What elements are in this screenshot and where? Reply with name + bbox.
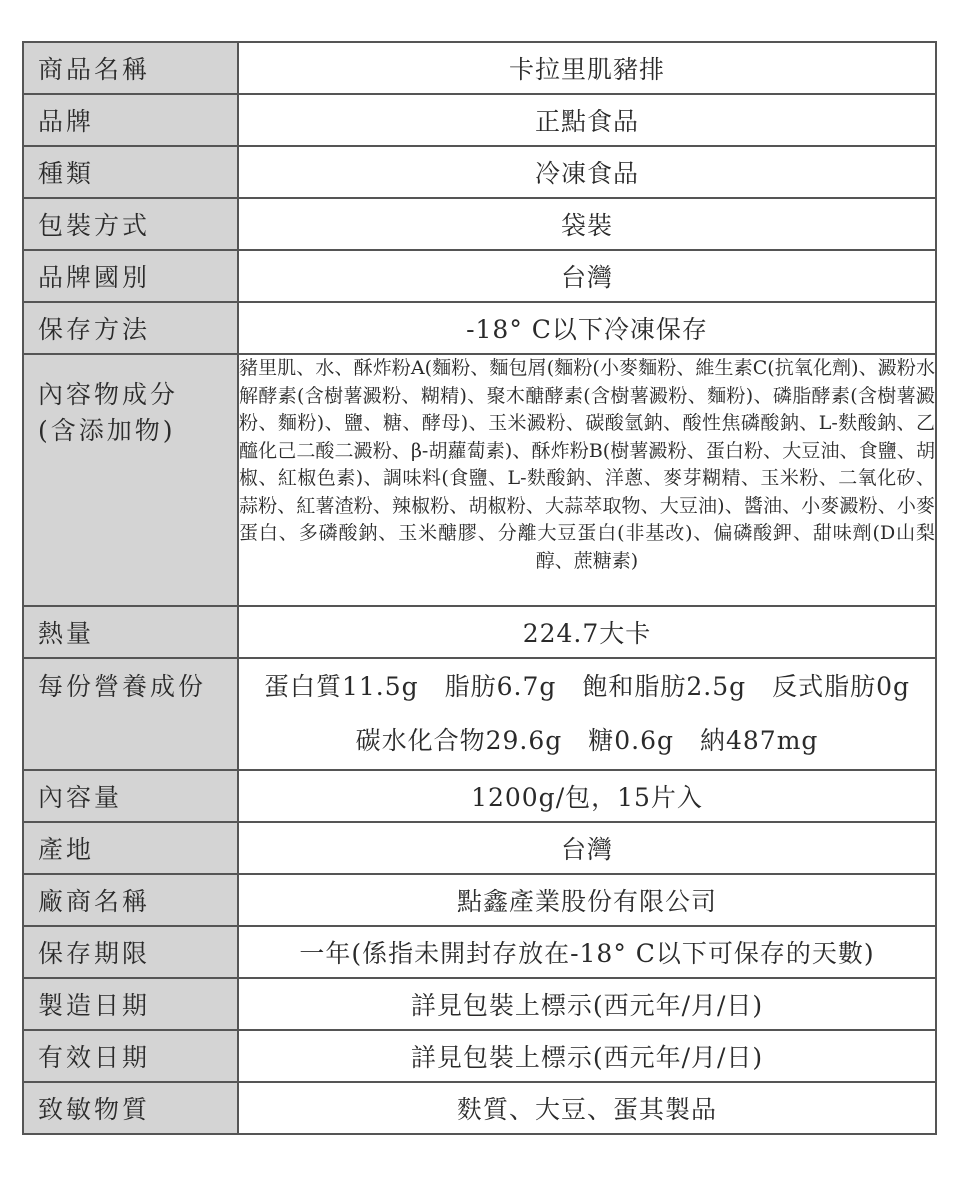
row-label: 商品名稱 [23,42,238,94]
row-value: 台灣 [238,822,936,874]
ingredients-label-line1: 內容物成分 [38,380,179,409]
row-label: 每份營養成份 [23,658,238,770]
table-row-origin [23,822,936,874]
row-label: 內容量 [23,770,238,822]
row-value: -18° C以下冷凍保存 [238,302,936,354]
table-row-brand-country [23,250,936,302]
table-row-allergens [23,1082,936,1134]
table-row-storage [23,302,936,354]
row-label: 保存期限 [23,926,238,978]
row-value: 正點食品 [238,94,936,146]
row-value: 卡拉里肌豬排 [238,42,936,94]
nutrition-value [238,658,936,770]
row-value: 冷凍食品 [238,146,936,198]
row-label: 品牌 [23,94,238,146]
table-row-shelf-life [23,926,936,978]
table-row-net-content [23,770,936,822]
row-value: 麩質、大豆、蛋其製品 [238,1082,936,1134]
table-row-manufacture-date [23,978,936,1030]
product-spec-table [22,41,937,1135]
nutrition-line-1: 蛋白質11.5g 脂肪6.7g 飽和脂肪2.5g 反式脂肪0g [263,672,911,701]
row-value: 台灣 [238,250,936,302]
row-label: 保存方法 [23,302,238,354]
row-label [23,354,238,606]
row-label: 包裝方式 [23,198,238,250]
row-value: 詳見包裝上標示(西元年/月/日) [238,1030,936,1082]
row-label: 產地 [23,822,238,874]
row-label: 廠商名稱 [23,874,238,926]
row-value: 一年(係指未開封存放在-18° C以下可保存的天數) [238,926,936,978]
table-row-manufacturer [23,874,936,926]
table-row-brand [23,94,936,146]
row-label: 製造日期 [23,978,238,1030]
ingredients-label-line2: (含添加物) [38,416,176,445]
row-value: 袋裝 [238,198,936,250]
row-value: 1200g/包，15片入 [238,770,936,822]
table-row-calories [23,606,936,658]
row-label: 品牌國別 [23,250,238,302]
ingredients-value: 豬里肌、水、酥炸粉A(麵粉、麵包屑(麵粉(小麥麵粉、維生素C(抗氧化劑)、澱粉水解酵素(含樹薯澱粉、糊精)、聚木醣酵素(含樹薯澱粉、麵粉)、磷脂酵素(含樹薯澱粉、麵粉)、鹽、糖、酵母)、玉米澱粉、碳酸氫鈉、酸性焦磷酸鈉、L-麩酸鈉、乙醯化己二酸二澱粉、β-胡蘿蔔素)、酥炸粉B(樹薯澱粉、蛋白粉、大豆油、食鹽、胡椒、紅椒色素)、調味料(食鹽、L-麩酸鈉、洋蔥、麥芽糊精、玉米粉、二氧化矽、蒜粉、紅薯渣粉、辣椒粉、胡椒粉、大蒜萃取物、大豆油)、醬油、小麥澱粉、小麥蛋白、多磷酸鈉、玉米醣膠、分離大豆蛋白(非基改)、偏磷酸鉀、甜味劑(D山梨醇、蔗糖素) [238,354,936,606]
table-row-nutrition [23,658,936,770]
row-label: 致敏物質 [23,1082,238,1134]
table-row-expiry-date [23,1030,936,1082]
table-row-category [23,146,936,198]
table-row-ingredients [23,354,936,606]
row-value: 224.7大卡 [238,606,936,658]
row-label: 有效日期 [23,1030,238,1082]
row-label: 種類 [23,146,238,198]
nutrition-line-2: 碳水化合物29.6g 糖0.6g 納487mg [355,726,819,755]
row-label: 熱量 [23,606,238,658]
row-value: 詳見包裝上標示(西元年/月/日) [238,978,936,1030]
table-row-product-name [23,42,936,94]
table-row-packaging [23,198,936,250]
row-value: 點鑫產業股份有限公司 [238,874,936,926]
